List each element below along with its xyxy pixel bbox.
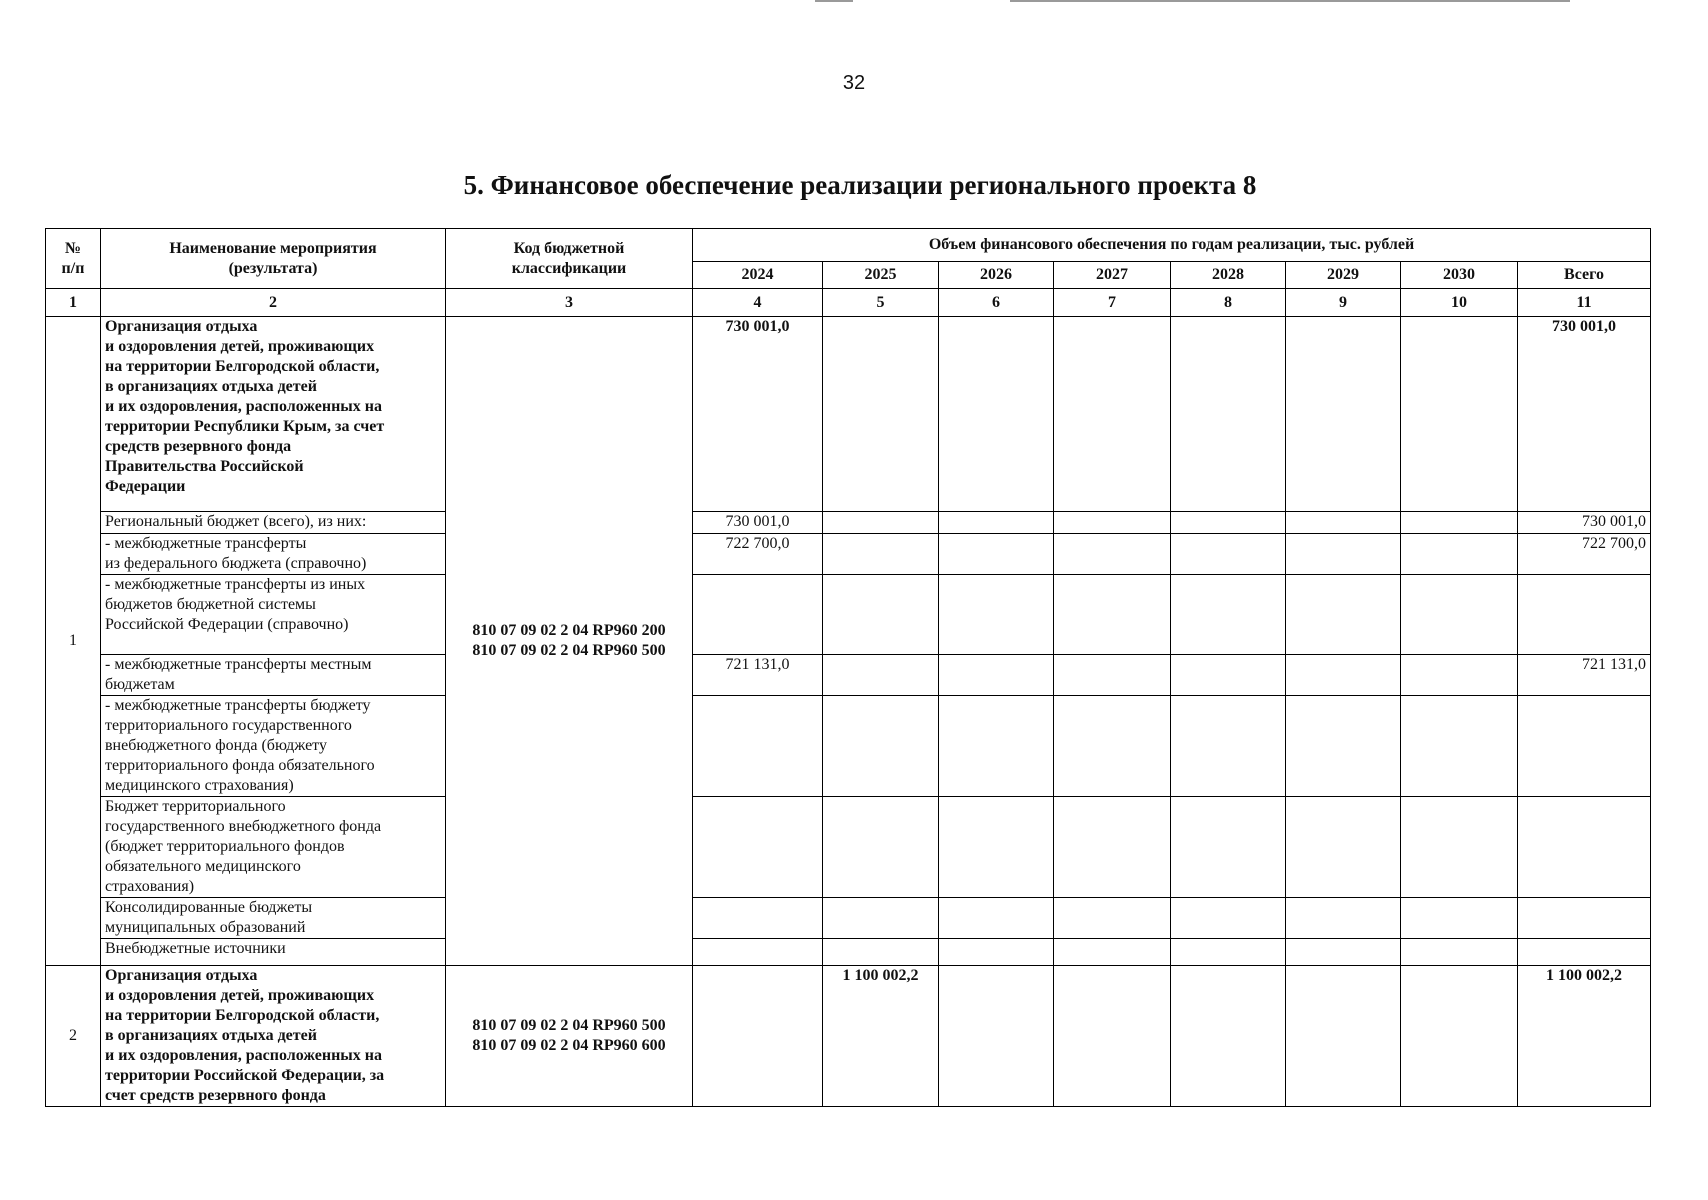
table-row xyxy=(46,966,1651,1107)
year-value-cell xyxy=(823,655,939,696)
funding-source-name: - межбюджетные трансферты бюджету территориального государственного внебюджетного фонда (бюджету территориального фонда обязательного медицинского страхования) xyxy=(101,696,446,797)
year-value-cell xyxy=(1054,898,1171,939)
year-value-cell xyxy=(1171,317,1286,512)
year-value-cell xyxy=(1401,512,1518,534)
funding-source-name: Внебюджетные источники xyxy=(101,939,446,966)
year-value-cell xyxy=(939,898,1054,939)
year-value-cell xyxy=(939,966,1054,1107)
year-value-cell xyxy=(1171,898,1286,939)
year-value-cell xyxy=(1054,655,1171,696)
total-cell xyxy=(1518,696,1651,797)
year-value-cell xyxy=(1171,696,1286,797)
year-value-cell xyxy=(823,797,939,898)
year-value-cell xyxy=(1286,534,1401,575)
year-value-cell xyxy=(1286,512,1401,534)
table-row xyxy=(46,655,1651,696)
col-number: 1 xyxy=(46,289,101,317)
header-year: 2025 xyxy=(823,262,939,289)
year-value-cell xyxy=(693,898,823,939)
year-value-cell xyxy=(693,696,823,797)
year-value-cell xyxy=(939,317,1054,512)
header-year: 2028 xyxy=(1171,262,1286,289)
header-name: Наименование мероприятия (результата) xyxy=(101,229,446,289)
year-value-cell: 721 131,0 xyxy=(693,655,823,696)
year-value-cell xyxy=(1054,939,1171,966)
year-value-cell xyxy=(1401,317,1518,512)
table-row xyxy=(46,317,1651,512)
year-value-cell xyxy=(1401,696,1518,797)
year-value-cell xyxy=(693,797,823,898)
year-value-cell xyxy=(823,317,939,512)
year-value-cell xyxy=(939,655,1054,696)
header-year: 2027 xyxy=(1054,262,1171,289)
year-value-cell xyxy=(1401,898,1518,939)
scan-artifact-line-left xyxy=(815,0,853,2)
funding-source-name: Консолидированные бюджеты муниципальных образований xyxy=(101,898,446,939)
funding-source-name: Бюджет территориального государственного внебюджетного фонда (бюджет территориального фондов обязательного медицинского страхования) xyxy=(101,797,446,898)
year-value-cell xyxy=(1286,575,1401,655)
header-total: Всего xyxy=(1518,262,1651,289)
year-value-cell xyxy=(939,534,1054,575)
year-value-cell xyxy=(1286,939,1401,966)
total-cell: 730 001,0 xyxy=(1518,317,1651,512)
year-value-cell xyxy=(823,939,939,966)
table-row xyxy=(46,898,1651,939)
table-row xyxy=(46,575,1651,655)
year-value-cell: 730 001,0 xyxy=(693,512,823,534)
year-value-cell xyxy=(1171,655,1286,696)
year-value-cell xyxy=(823,898,939,939)
table-row xyxy=(46,696,1651,797)
year-value-cell xyxy=(823,696,939,797)
budget-code: 810 07 09 02 2 04 RP960 200 810 07 09 02 2 04 RP960 500 xyxy=(446,317,693,966)
col-number: 5 xyxy=(823,289,939,317)
year-value-cell xyxy=(1054,512,1171,534)
funding-source-name: Региональный бюджет (всего), из них: xyxy=(101,512,446,534)
year-value-cell: 722 700,0 xyxy=(693,534,823,575)
financing-table xyxy=(45,228,1651,1107)
year-value-cell xyxy=(939,696,1054,797)
year-value-cell xyxy=(823,575,939,655)
year-value-cell xyxy=(1401,575,1518,655)
header-year: 2024 xyxy=(693,262,823,289)
year-value-cell xyxy=(1171,797,1286,898)
year-value-cell xyxy=(1171,966,1286,1107)
year-value-cell xyxy=(1171,939,1286,966)
year-value-cell xyxy=(1286,696,1401,797)
row-index: 1 xyxy=(46,317,101,966)
year-value-cell xyxy=(939,939,1054,966)
total-cell xyxy=(1518,939,1651,966)
year-value-cell xyxy=(1171,534,1286,575)
table-body xyxy=(46,317,1651,1107)
col-number: 11 xyxy=(1518,289,1651,317)
funding-source-name: - межбюджетные трансферты из иных бюджетов бюджетной системы Российской Федерации (справочно) xyxy=(101,575,446,655)
year-value-cell xyxy=(693,966,823,1107)
budget-code: 810 07 09 02 2 04 RP960 500 810 07 09 02 2 04 RP960 600 xyxy=(446,966,693,1107)
year-value-cell xyxy=(1286,966,1401,1107)
col-number: 7 xyxy=(1054,289,1171,317)
year-value-cell xyxy=(1054,966,1171,1107)
year-value-cell xyxy=(1171,575,1286,655)
table-row xyxy=(46,512,1651,534)
header-volume: Объем финансового обеспечения по годам реализации, тыс. рублей xyxy=(693,229,1651,262)
year-value-cell xyxy=(1401,939,1518,966)
year-value-cell xyxy=(1054,575,1171,655)
col-number: 2 xyxy=(101,289,446,317)
year-value-cell xyxy=(1401,655,1518,696)
year-value-cell xyxy=(1054,797,1171,898)
year-value-cell xyxy=(823,512,939,534)
header-year: 2029 xyxy=(1286,262,1401,289)
year-value-cell xyxy=(823,534,939,575)
year-value-cell xyxy=(1286,797,1401,898)
row-index: 2 xyxy=(46,966,101,1107)
header-year: 2026 xyxy=(939,262,1054,289)
funding-source-name: - межбюджетные трансферты из федерального бюджета (справочно) xyxy=(101,534,446,575)
table-row xyxy=(46,939,1651,966)
year-value-cell xyxy=(1401,966,1518,1107)
col-number: 9 xyxy=(1286,289,1401,317)
year-value-cell xyxy=(693,939,823,966)
activity-name: Организация отдыха и оздоровления детей, проживающих на территории Белгородской области, в организациях отдыха детей и их оздоровления, расположенных на территории Республики Крым, за счет средств резервного фонда Правительства Российской Федерации xyxy=(101,317,446,512)
year-value-cell xyxy=(1401,534,1518,575)
year-value-cell xyxy=(1054,534,1171,575)
funding-source-name: - межбюджетные трансферты местным бюджетам xyxy=(101,655,446,696)
total-cell xyxy=(1518,898,1651,939)
year-value-cell xyxy=(939,797,1054,898)
total-cell: 1 100 002,2 xyxy=(1518,966,1651,1107)
col-number: 6 xyxy=(939,289,1054,317)
col-number: 8 xyxy=(1171,289,1286,317)
year-value-cell xyxy=(1171,512,1286,534)
header-code: Код бюджетной классификации xyxy=(446,229,693,289)
scan-artifact-line-right xyxy=(1010,0,1570,2)
total-cell xyxy=(1518,797,1651,898)
col-number: 4 xyxy=(693,289,823,317)
year-value-cell xyxy=(939,512,1054,534)
year-value-cell xyxy=(1401,797,1518,898)
year-value-cell xyxy=(939,575,1054,655)
year-value-cell xyxy=(1054,696,1171,797)
year-value-cell xyxy=(1286,898,1401,939)
section-title: 5. Финансовое обеспечение реализации регионального проекта 8 xyxy=(463,170,1257,200)
total-cell: 722 700,0 xyxy=(1518,534,1651,575)
year-value-cell xyxy=(1054,317,1171,512)
header-year: 2030 xyxy=(1401,262,1518,289)
table-row xyxy=(46,534,1651,575)
page-number: 32 xyxy=(842,72,866,94)
year-value-cell xyxy=(1286,317,1401,512)
total-cell: 730 001,0 xyxy=(1518,512,1651,534)
year-value-cell: 1 100 002,2 xyxy=(823,966,939,1107)
activity-name: Организация отдыха и оздоровления детей, проживающих на территории Белгородской области, в организациях отдыха детей и их оздоровления, расположенных на территории Российской Федерации, за счет средств резервного фонда xyxy=(101,966,446,1107)
col-number: 10 xyxy=(1401,289,1518,317)
year-value-cell: 730 001,0 xyxy=(693,317,823,512)
table-row xyxy=(46,797,1651,898)
year-value-cell xyxy=(693,575,823,655)
header-num: № п/п xyxy=(46,229,101,289)
total-cell xyxy=(1518,575,1651,655)
total-cell: 721 131,0 xyxy=(1518,655,1651,696)
col-number: 3 xyxy=(446,289,693,317)
year-value-cell xyxy=(1286,655,1401,696)
